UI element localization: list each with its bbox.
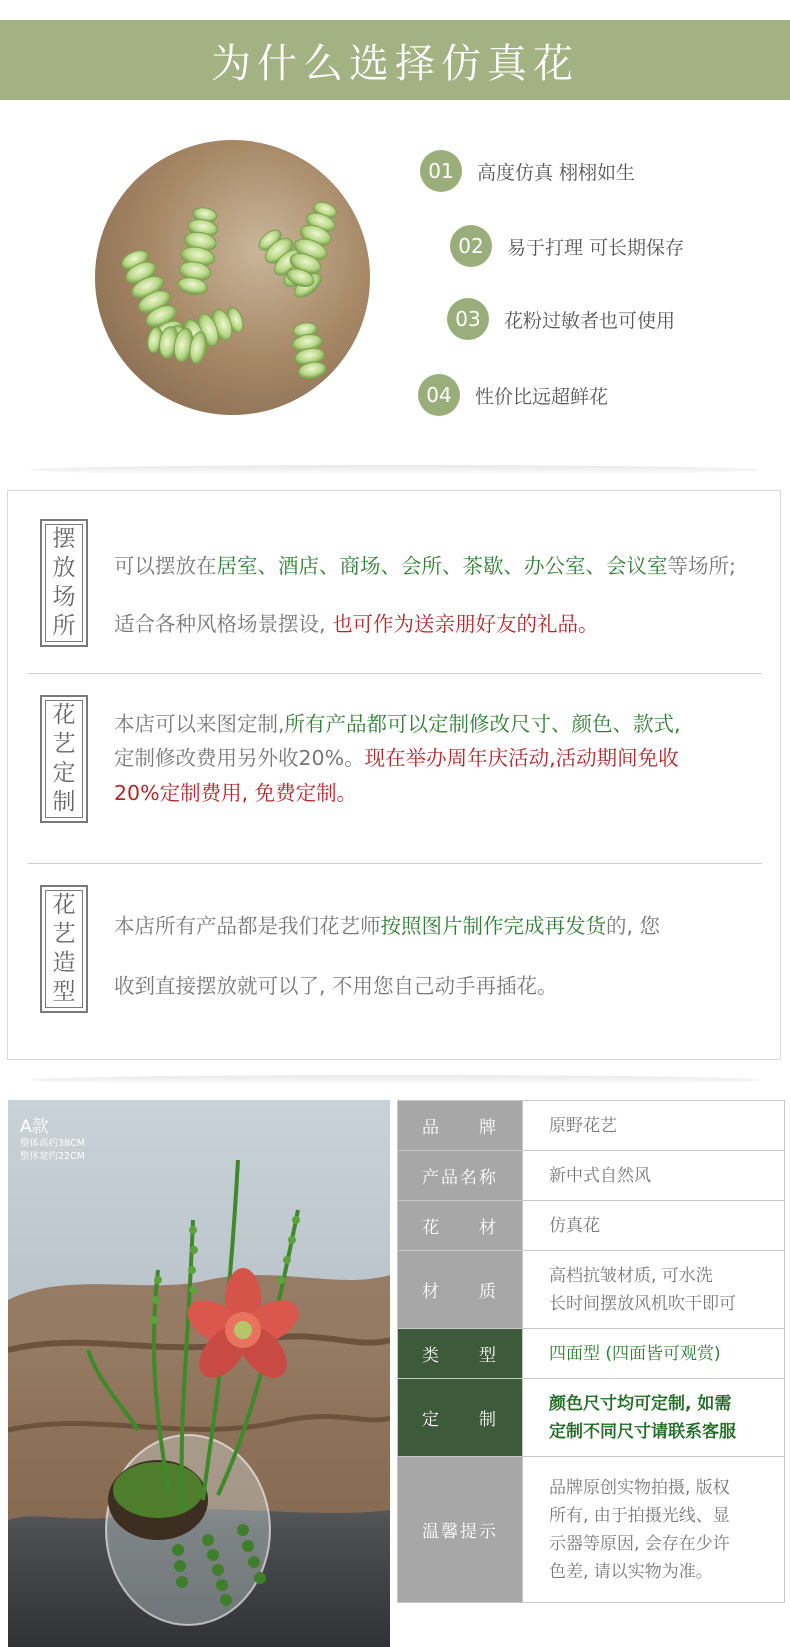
spec-value xyxy=(523,1457,785,1603)
spec-value xyxy=(523,1379,785,1457)
section-divider-shadow xyxy=(30,1075,760,1085)
spec-value-line: 定制不同尺寸请联系客服 xyxy=(549,1421,736,1442)
feature-line xyxy=(114,909,764,939)
spec-value: 原野花艺 xyxy=(523,1101,785,1151)
feature-text-plain: 等场所; xyxy=(667,554,736,578)
product-illustration xyxy=(8,1100,390,1647)
badge-char: 花 xyxy=(52,702,76,728)
feature-text-plain: 的, 您 xyxy=(606,914,661,938)
spec-key: 材 质 xyxy=(398,1251,523,1329)
reason-item xyxy=(450,225,684,267)
reason-item xyxy=(420,150,635,192)
spec-value-line: 颜色尺寸均可定制, 如需 xyxy=(549,1393,732,1414)
feature-text-plain: 定制修改费用另外收20%。 xyxy=(114,746,365,770)
spec-value: 四面型 (四面皆可观赏) xyxy=(523,1329,785,1379)
spec-value: 仿真花 xyxy=(523,1201,785,1251)
spec-value-line: 高档抗皱材质, 可水洗 xyxy=(549,1265,713,1286)
spec-row-notice xyxy=(398,1457,785,1603)
spec-row-brand xyxy=(398,1101,785,1151)
product-width: 整体宽约22CM xyxy=(20,1151,85,1162)
badge-char: 场 xyxy=(52,584,76,610)
feature-divider xyxy=(28,673,762,674)
reason-text: 性价比远超鲜花 xyxy=(475,385,609,408)
feature-line xyxy=(114,549,764,579)
spec-row-texture xyxy=(398,1251,785,1329)
feature-line: 收到直接摆放就可以了, 不用您自己动手再插花。 xyxy=(114,974,558,998)
spec-value-line: 品牌原创实物拍摄, 版权 xyxy=(549,1477,730,1498)
spec-key: 定 制 xyxy=(398,1379,523,1457)
feature-divider xyxy=(28,863,762,864)
badge-char: 摆 xyxy=(52,526,76,552)
feature-text-green: 所有产品都可以定制修改尺寸、颜色、款式, xyxy=(284,712,681,736)
feature-line xyxy=(114,607,764,637)
feature-text-plain: 可以摆放在 xyxy=(114,554,217,578)
spec-row-customize xyxy=(398,1379,785,1457)
succulent-photo xyxy=(95,140,370,415)
spec-key: 温馨提示 xyxy=(398,1457,523,1603)
feature-text-plain: 适合各种风格场景摆设, xyxy=(114,612,326,636)
spec-row-product-name xyxy=(398,1151,785,1201)
banner-title: 为什么选择仿真花 xyxy=(211,40,579,87)
spec-value-line: 长时间摆放风机吹干即可 xyxy=(549,1293,736,1314)
spec-value: 新中式自然风 xyxy=(523,1151,785,1201)
reason-number: 03 xyxy=(447,298,489,340)
spec-value-line: 示器等原因, 会存在少许 xyxy=(549,1533,730,1554)
spec-row-material-flower xyxy=(398,1201,785,1251)
product-photo xyxy=(8,1100,390,1647)
feature-text-green: 居室、酒店、商场、会所、茶歇、办公室、会议室 xyxy=(216,554,668,578)
spec-value xyxy=(523,1251,785,1329)
product-label xyxy=(20,1112,85,1163)
succulent-illustration xyxy=(95,140,370,415)
feature-text-plain: 本店所有产品都是我们花艺师 xyxy=(114,914,381,938)
spec-key: 类 型 xyxy=(398,1329,523,1379)
badge-char: 造 xyxy=(52,950,76,976)
reason-number: 04 xyxy=(418,374,460,416)
reason-text: 高度仿真 栩栩如生 xyxy=(477,161,636,184)
header-banner xyxy=(0,20,790,100)
feature-text-red: 现在举办周年庆活动,活动期间免收 xyxy=(364,746,679,770)
reason-number: 01 xyxy=(420,150,462,192)
reason-text: 花粉过敏者也可使用 xyxy=(504,309,676,332)
badge-char: 制 xyxy=(52,789,76,815)
reason-item xyxy=(447,298,675,340)
reason-text: 易于打理 可长期保存 xyxy=(507,236,685,259)
reason-item xyxy=(418,374,608,416)
spec-table xyxy=(397,1100,785,1603)
reason-number: 02 xyxy=(450,225,492,267)
badge-char: 型 xyxy=(52,979,76,1005)
badge-char: 艺 xyxy=(52,731,76,757)
spec-key: 品 牌 xyxy=(398,1101,523,1151)
feature-text-plain: 本店可以来图定制, xyxy=(114,712,285,736)
badge-char: 花 xyxy=(52,892,76,918)
feature-line xyxy=(114,741,764,771)
product-height: 整体高约38CM xyxy=(20,1138,85,1149)
badge-char: 放 xyxy=(52,555,76,581)
product-name: A款 xyxy=(20,1117,49,1137)
spec-value-line: 色差, 请以实物为准。 xyxy=(549,1561,713,1582)
spec-row-type xyxy=(398,1329,785,1379)
spec-value-line: 所有, 由于拍摄光线、显 xyxy=(549,1505,730,1526)
feature-text-red: 也可作为送亲朋好友的礼品。 xyxy=(332,612,599,636)
feature-badge xyxy=(40,695,88,823)
badge-char: 艺 xyxy=(52,921,76,947)
feature-badge xyxy=(40,519,88,647)
feature-text-green: 按照图片制作完成再发货 xyxy=(380,914,606,938)
feature-line xyxy=(114,707,764,737)
section-divider-shadow xyxy=(30,465,760,475)
spec-key: 产品名称 xyxy=(398,1151,523,1201)
feature-line-red: 20%定制费用, 免费定制。 xyxy=(114,781,358,805)
features-panel xyxy=(7,490,781,1060)
badge-char: 所 xyxy=(52,613,76,639)
spec-key: 花 材 xyxy=(398,1201,523,1251)
feature-badge xyxy=(40,885,88,1013)
badge-char: 定 xyxy=(52,760,76,786)
